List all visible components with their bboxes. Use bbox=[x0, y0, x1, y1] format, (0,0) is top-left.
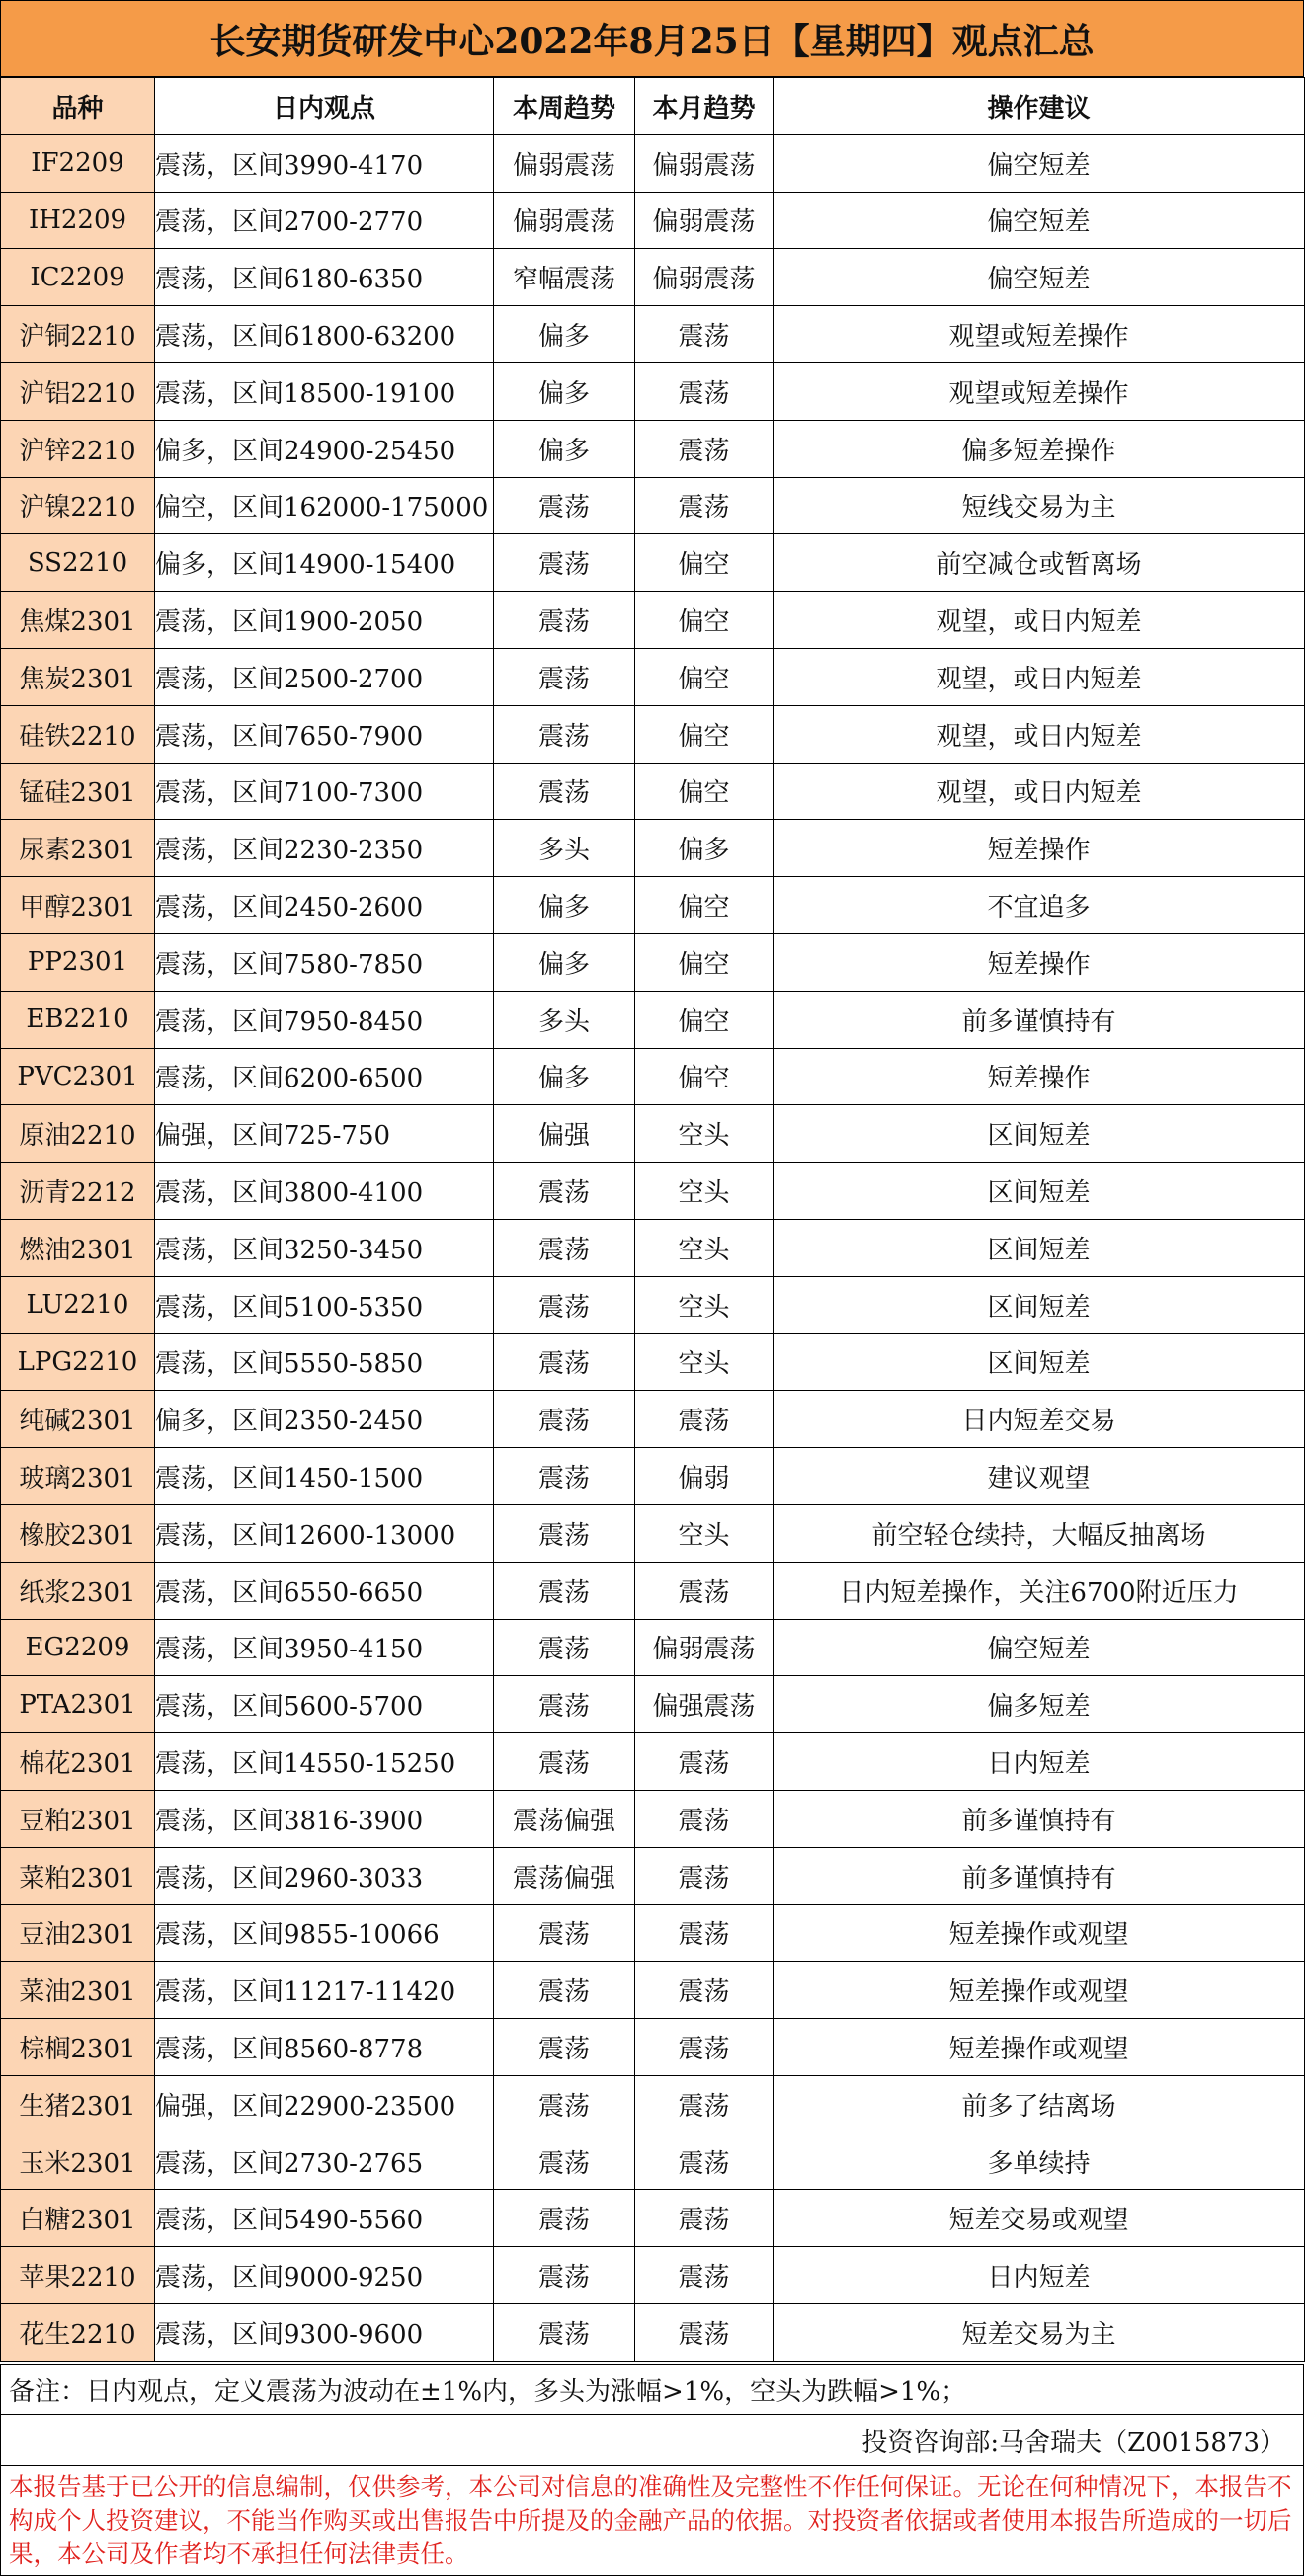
variety-cell: 菜粕2301 bbox=[1, 1847, 155, 1904]
suggestion-cell: 多单续持 bbox=[774, 2133, 1305, 2190]
suggestion-cell: 前多了结离场 bbox=[774, 2075, 1305, 2133]
variety-cell: 橡胶2301 bbox=[1, 1504, 155, 1562]
views-table bbox=[0, 77, 1305, 2362]
weekly-trend-cell: 震荡 bbox=[494, 1276, 635, 1333]
monthly-trend-cell: 偏空 bbox=[635, 991, 774, 1048]
monthly-trend-cell: 震荡 bbox=[635, 477, 774, 534]
variety-cell: 苹果2210 bbox=[1, 2247, 155, 2304]
monthly-trend-cell: 偏空 bbox=[635, 877, 774, 934]
monthly-trend-cell: 震荡 bbox=[635, 1562, 774, 1619]
monthly-trend-cell: 空头 bbox=[635, 1333, 774, 1391]
weekly-trend-cell: 偏多 bbox=[494, 362, 635, 420]
table-row bbox=[1, 534, 1305, 592]
suggestion-cell: 建议观望 bbox=[774, 1448, 1305, 1505]
weekly-trend-cell: 震荡 bbox=[494, 1504, 635, 1562]
intraday-view-cell: 震荡，区间3816-3900 bbox=[155, 1790, 494, 1847]
variety-cell: EB2210 bbox=[1, 991, 155, 1048]
suggestion-cell: 区间短差 bbox=[774, 1163, 1305, 1220]
suggestion-cell: 短差操作或观望 bbox=[774, 1962, 1305, 2019]
table-row bbox=[1, 1619, 1305, 1676]
suggestion-cell: 偏空短差 bbox=[774, 192, 1305, 249]
intraday-view-cell: 偏多，区间2350-2450 bbox=[155, 1391, 494, 1448]
variety-cell: EG2209 bbox=[1, 1619, 155, 1676]
variety-cell: 纯碱2301 bbox=[1, 1391, 155, 1448]
table-row bbox=[1, 134, 1305, 192]
intraday-view-cell: 震荡，区间1900-2050 bbox=[155, 592, 494, 649]
monthly-trend-cell: 震荡 bbox=[635, 1904, 774, 1962]
intraday-view-cell: 震荡，区间5490-5560 bbox=[155, 2190, 494, 2247]
disclaimer: 本报告基于已公开的信息编制，仅供参考，本公司对信息的准确性及完整性不作任何保证。无论在何种情况下，本报告不构成个人投资建议，不能当作购买或出售报告中所提及的金融产品的依据。对投资者依据或者使用本报告所造成的一切后果，本公司及作者均不承担任何法律责任。 bbox=[0, 2466, 1304, 2576]
variety-cell: LU2210 bbox=[1, 1276, 155, 1333]
variety-cell: IH2209 bbox=[1, 192, 155, 249]
weekly-trend-cell: 偏多 bbox=[494, 420, 635, 477]
weekly-trend-cell: 震荡 bbox=[494, 1733, 635, 1791]
table-row bbox=[1, 1448, 1305, 1505]
intraday-view-cell: 震荡，区间2730-2765 bbox=[155, 2133, 494, 2190]
weekly-trend-cell: 震荡 bbox=[494, 1562, 635, 1619]
weekly-trend-cell: 偏多 bbox=[494, 933, 635, 991]
intraday-view-cell: 偏多，区间14900-15400 bbox=[155, 534, 494, 592]
suggestion-cell: 日内短差 bbox=[774, 1733, 1305, 1791]
variety-cell: 甲醇2301 bbox=[1, 877, 155, 934]
intraday-view-cell: 震荡，区间2230-2350 bbox=[155, 820, 494, 877]
table-row bbox=[1, 1391, 1305, 1448]
weekly-trend-cell: 震荡 bbox=[494, 648, 635, 705]
table-row bbox=[1, 1105, 1305, 1163]
table-row bbox=[1, 877, 1305, 934]
variety-cell: 沪铜2210 bbox=[1, 306, 155, 363]
table-row bbox=[1, 192, 1305, 249]
monthly-trend-cell: 偏空 bbox=[635, 763, 774, 820]
suggestion-cell: 观望或短差操作 bbox=[774, 306, 1305, 363]
monthly-trend-cell: 空头 bbox=[635, 1163, 774, 1220]
monthly-trend-cell: 震荡 bbox=[635, 2133, 774, 2190]
variety-cell: PVC2301 bbox=[1, 1048, 155, 1105]
weekly-trend-cell: 震荡 bbox=[494, 2075, 635, 2133]
monthly-trend-cell: 偏弱 bbox=[635, 1448, 774, 1505]
variety-cell: 棕榈2301 bbox=[1, 2019, 155, 2076]
suggestion-cell: 前多谨慎持有 bbox=[774, 1847, 1305, 1904]
table-row bbox=[1, 763, 1305, 820]
weekly-trend-cell: 震荡 bbox=[494, 1163, 635, 1220]
monthly-trend-cell: 震荡 bbox=[635, 1391, 774, 1448]
monthly-trend-cell: 偏弱震荡 bbox=[635, 1619, 774, 1676]
intraday-view-cell: 震荡，区间18500-19100 bbox=[155, 362, 494, 420]
intraday-view-cell: 震荡，区间11217-11420 bbox=[155, 1962, 494, 2019]
suggestion-cell: 日内短差交易 bbox=[774, 1391, 1305, 1448]
table-row bbox=[1, 1276, 1305, 1333]
suggestion-cell: 观望，或日内短差 bbox=[774, 592, 1305, 649]
monthly-trend-cell: 空头 bbox=[635, 1276, 774, 1333]
table-row bbox=[1, 820, 1305, 877]
monthly-trend-cell: 震荡 bbox=[635, 420, 774, 477]
monthly-trend-cell: 震荡 bbox=[635, 1962, 774, 2019]
report-title: 长安期货研发中心2022年8月25日【星期四】观点汇总 bbox=[0, 0, 1304, 77]
intraday-view-cell: 震荡，区间6550-6650 bbox=[155, 1562, 494, 1619]
weekly-trend-cell: 震荡 bbox=[494, 1904, 635, 1962]
monthly-trend-cell: 偏空 bbox=[635, 534, 774, 592]
monthly-trend-cell: 空头 bbox=[635, 1504, 774, 1562]
monthly-trend-cell: 偏弱震荡 bbox=[635, 134, 774, 192]
intraday-view-cell: 震荡，区间2500-2700 bbox=[155, 648, 494, 705]
variety-cell: 尿素2301 bbox=[1, 820, 155, 877]
weekly-trend-cell: 震荡 bbox=[494, 477, 635, 534]
table-row bbox=[1, 306, 1305, 363]
table-row bbox=[1, 705, 1305, 763]
weekly-trend-cell: 震荡偏强 bbox=[494, 1847, 635, 1904]
weekly-trend-cell: 震荡 bbox=[494, 592, 635, 649]
suggestion-cell: 前多谨慎持有 bbox=[774, 991, 1305, 1048]
weekly-trend-cell: 多头 bbox=[494, 991, 635, 1048]
intraday-view-cell: 震荡，区间6200-6500 bbox=[155, 1048, 494, 1105]
intraday-view-cell: 震荡，区间3950-4150 bbox=[155, 1619, 494, 1676]
table-row bbox=[1, 1562, 1305, 1619]
table-row bbox=[1, 592, 1305, 649]
weekly-trend-cell: 偏多 bbox=[494, 306, 635, 363]
weekly-trend-cell: 震荡 bbox=[494, 2304, 635, 2362]
variety-cell: 棉花2301 bbox=[1, 1733, 155, 1791]
table-row bbox=[1, 648, 1305, 705]
variety-cell: 硅铁2210 bbox=[1, 705, 155, 763]
suggestion-cell: 短差交易为主 bbox=[774, 2304, 1305, 2362]
variety-cell: 沪铝2210 bbox=[1, 362, 155, 420]
intraday-view-cell: 震荡，区间1450-1500 bbox=[155, 1448, 494, 1505]
intraday-view-cell: 震荡，区间12600-13000 bbox=[155, 1504, 494, 1562]
intraday-view-cell: 震荡，区间6180-6350 bbox=[155, 249, 494, 306]
table-row bbox=[1, 249, 1305, 306]
weekly-trend-cell: 偏多 bbox=[494, 877, 635, 934]
variety-cell: IC2209 bbox=[1, 249, 155, 306]
variety-cell: SS2210 bbox=[1, 534, 155, 592]
variety-cell: 白糖2301 bbox=[1, 2190, 155, 2247]
monthly-trend-cell: 震荡 bbox=[635, 2075, 774, 2133]
weekly-trend-cell: 震荡 bbox=[494, 1676, 635, 1733]
intraday-view-cell: 震荡，区间5600-5700 bbox=[155, 1676, 494, 1733]
table-row bbox=[1, 1847, 1305, 1904]
weekly-trend-cell: 震荡 bbox=[494, 534, 635, 592]
weekly-trend-cell: 震荡 bbox=[494, 1333, 635, 1391]
weekly-trend-cell: 偏弱震荡 bbox=[494, 192, 635, 249]
table-row bbox=[1, 1163, 1305, 1220]
intraday-view-cell: 震荡，区间3990-4170 bbox=[155, 134, 494, 192]
suggestion-cell: 观望，或日内短差 bbox=[774, 648, 1305, 705]
intraday-view-cell: 震荡，区间2700-2770 bbox=[155, 192, 494, 249]
intraday-view-cell: 震荡，区间2960-3033 bbox=[155, 1847, 494, 1904]
weekly-trend-cell: 多头 bbox=[494, 820, 635, 877]
table-row bbox=[1, 1333, 1305, 1391]
table-row bbox=[1, 2075, 1305, 2133]
table-row bbox=[1, 2247, 1305, 2304]
intraday-view-cell: 震荡，区间7650-7900 bbox=[155, 705, 494, 763]
monthly-trend-cell: 偏多 bbox=[635, 820, 774, 877]
monthly-trend-cell: 震荡 bbox=[635, 362, 774, 420]
suggestion-cell: 区间短差 bbox=[774, 1105, 1305, 1163]
monthly-trend-cell: 偏弱震荡 bbox=[635, 192, 774, 249]
weekly-trend-cell: 偏强 bbox=[494, 1105, 635, 1163]
weekly-trend-cell: 震荡 bbox=[494, 1962, 635, 2019]
suggestion-cell: 短差操作 bbox=[774, 933, 1305, 991]
monthly-trend-cell: 偏空 bbox=[635, 933, 774, 991]
monthly-trend-cell: 震荡 bbox=[635, 1847, 774, 1904]
table-row bbox=[1, 477, 1305, 534]
suggestion-cell: 短线交易为主 bbox=[774, 477, 1305, 534]
intraday-view-cell: 震荡，区间5550-5850 bbox=[155, 1333, 494, 1391]
suggestion-cell: 前多谨慎持有 bbox=[774, 1790, 1305, 1847]
intraday-view-cell: 震荡，区间9000-9250 bbox=[155, 2247, 494, 2304]
suggestion-cell: 短差交易或观望 bbox=[774, 2190, 1305, 2247]
variety-cell: IF2209 bbox=[1, 134, 155, 192]
variety-cell: 花生2210 bbox=[1, 2304, 155, 2362]
suggestion-cell: 偏空短差 bbox=[774, 134, 1305, 192]
suggestion-cell: 短差操作或观望 bbox=[774, 1904, 1305, 1962]
variety-cell: 沪锌2210 bbox=[1, 420, 155, 477]
header-monthly-trend: 本月趋势 bbox=[635, 78, 774, 135]
table-body bbox=[1, 134, 1305, 2361]
intraday-view-cell: 震荡，区间7950-8450 bbox=[155, 991, 494, 1048]
table-row bbox=[1, 1676, 1305, 1733]
weekly-trend-cell: 震荡 bbox=[494, 1219, 635, 1276]
suggestion-cell: 观望，或日内短差 bbox=[774, 763, 1305, 820]
intraday-view-cell: 震荡，区间14550-15250 bbox=[155, 1733, 494, 1791]
monthly-trend-cell: 空头 bbox=[635, 1219, 774, 1276]
variety-cell: 菜油2301 bbox=[1, 1962, 155, 2019]
consultant-line: 投资咨询部:马舍瑞夫（Z0015873） bbox=[0, 2415, 1304, 2466]
suggestion-cell: 前空减仓或暂离场 bbox=[774, 534, 1305, 592]
variety-cell: 原油2210 bbox=[1, 1105, 155, 1163]
monthly-trend-cell: 震荡 bbox=[635, 2190, 774, 2247]
monthly-trend-cell: 偏空 bbox=[635, 592, 774, 649]
table-row bbox=[1, 1962, 1305, 2019]
table-row bbox=[1, 362, 1305, 420]
intraday-view-cell: 震荡，区间7100-7300 bbox=[155, 763, 494, 820]
suggestion-cell: 短差操作 bbox=[774, 820, 1305, 877]
suggestion-cell: 短差操作 bbox=[774, 1048, 1305, 1105]
variety-cell: LPG2210 bbox=[1, 1333, 155, 1391]
suggestion-cell: 偏多短差 bbox=[774, 1676, 1305, 1733]
intraday-view-cell: 震荡，区间61800-63200 bbox=[155, 306, 494, 363]
weekly-trend-cell: 偏多 bbox=[494, 1048, 635, 1105]
weekly-trend-cell: 震荡 bbox=[494, 1448, 635, 1505]
intraday-view-cell: 震荡，区间9300-9600 bbox=[155, 2304, 494, 2362]
table-row bbox=[1, 933, 1305, 991]
variety-cell: 纸浆2301 bbox=[1, 1562, 155, 1619]
suggestion-cell: 区间短差 bbox=[774, 1219, 1305, 1276]
table-header-row bbox=[1, 78, 1305, 135]
monthly-trend-cell: 空头 bbox=[635, 1105, 774, 1163]
header-suggestion: 操作建议 bbox=[774, 78, 1305, 135]
intraday-view-cell: 偏空，区间162000-175000 bbox=[155, 477, 494, 534]
table-row bbox=[1, 1790, 1305, 1847]
header-variety: 品种 bbox=[1, 78, 155, 135]
suggestion-cell: 区间短差 bbox=[774, 1276, 1305, 1333]
monthly-trend-cell: 震荡 bbox=[635, 1790, 774, 1847]
monthly-trend-cell: 偏空 bbox=[635, 705, 774, 763]
suggestion-cell: 观望或短差操作 bbox=[774, 362, 1305, 420]
monthly-trend-cell: 偏强震荡 bbox=[635, 1676, 774, 1733]
suggestion-cell: 偏空短差 bbox=[774, 249, 1305, 306]
monthly-trend-cell: 偏空 bbox=[635, 648, 774, 705]
table-row bbox=[1, 1219, 1305, 1276]
monthly-trend-cell: 震荡 bbox=[635, 2304, 774, 2362]
suggestion-cell: 偏多短差操作 bbox=[774, 420, 1305, 477]
table-row bbox=[1, 2190, 1305, 2247]
suggestion-cell: 偏空短差 bbox=[774, 1619, 1305, 1676]
intraday-view-cell: 震荡，区间3800-4100 bbox=[155, 1163, 494, 1220]
suggestion-cell: 日内短差操作，关注6700附近压力 bbox=[774, 1562, 1305, 1619]
variety-cell: 燃油2301 bbox=[1, 1219, 155, 1276]
weekly-trend-cell: 震荡 bbox=[494, 705, 635, 763]
variety-cell: 豆油2301 bbox=[1, 1904, 155, 1962]
intraday-view-cell: 震荡，区间5100-5350 bbox=[155, 1276, 494, 1333]
variety-cell: 玻璃2301 bbox=[1, 1448, 155, 1505]
intraday-view-cell: 震荡，区间2450-2600 bbox=[155, 877, 494, 934]
weekly-trend-cell: 震荡 bbox=[494, 2019, 635, 2076]
weekly-trend-cell: 震荡 bbox=[494, 2190, 635, 2247]
variety-cell: 焦炭2301 bbox=[1, 648, 155, 705]
table-row bbox=[1, 991, 1305, 1048]
weekly-trend-cell: 震荡偏强 bbox=[494, 1790, 635, 1847]
variety-cell: 焦煤2301 bbox=[1, 592, 155, 649]
intraday-view-cell: 震荡，区间9855-10066 bbox=[155, 1904, 494, 1962]
suggestion-cell: 不宜追多 bbox=[774, 877, 1305, 934]
suggestion-cell: 区间短差 bbox=[774, 1333, 1305, 1391]
intraday-view-cell: 震荡，区间8560-8778 bbox=[155, 2019, 494, 2076]
table-row bbox=[1, 1048, 1305, 1105]
weekly-trend-cell: 窄幅震荡 bbox=[494, 249, 635, 306]
variety-cell: 沥青2212 bbox=[1, 1163, 155, 1220]
intraday-view-cell: 偏强，区间22900-23500 bbox=[155, 2075, 494, 2133]
monthly-trend-cell: 震荡 bbox=[635, 1733, 774, 1791]
monthly-trend-cell: 偏弱震荡 bbox=[635, 249, 774, 306]
footnote: 备注：日内观点，定义震荡为波动在±1%内，多头为涨幅>1%，空头为跌幅>1%； bbox=[0, 2364, 1304, 2415]
table-row bbox=[1, 2019, 1305, 2076]
weekly-trend-cell: 震荡 bbox=[494, 763, 635, 820]
variety-cell: 玉米2301 bbox=[1, 2133, 155, 2190]
intraday-view-cell: 偏强，区间725-750 bbox=[155, 1105, 494, 1163]
variety-cell: 豆粕2301 bbox=[1, 1790, 155, 1847]
weekly-trend-cell: 震荡 bbox=[494, 2133, 635, 2190]
weekly-trend-cell: 震荡 bbox=[494, 1391, 635, 1448]
weekly-trend-cell: 偏弱震荡 bbox=[494, 134, 635, 192]
table-row bbox=[1, 1504, 1305, 1562]
suggestion-cell: 日内短差 bbox=[774, 2247, 1305, 2304]
table-row bbox=[1, 2133, 1305, 2190]
intraday-view-cell: 震荡，区间7580-7850 bbox=[155, 933, 494, 991]
variety-cell: PP2301 bbox=[1, 933, 155, 991]
monthly-trend-cell: 震荡 bbox=[635, 2247, 774, 2304]
table-row bbox=[1, 2304, 1305, 2362]
suggestion-cell: 观望，或日内短差 bbox=[774, 705, 1305, 763]
header-intraday-view: 日内观点 bbox=[155, 78, 494, 135]
intraday-view-cell: 偏多，区间24900-25450 bbox=[155, 420, 494, 477]
suggestion-cell: 前空轻仓续持，大幅反抽离场 bbox=[774, 1504, 1305, 1562]
variety-cell: PTA2301 bbox=[1, 1676, 155, 1733]
weekly-trend-cell: 震荡 bbox=[494, 2247, 635, 2304]
table-row bbox=[1, 1733, 1305, 1791]
table-row bbox=[1, 420, 1305, 477]
monthly-trend-cell: 偏空 bbox=[635, 1048, 774, 1105]
variety-cell: 生猪2301 bbox=[1, 2075, 155, 2133]
monthly-trend-cell: 震荡 bbox=[635, 306, 774, 363]
intraday-view-cell: 震荡，区间3250-3450 bbox=[155, 1219, 494, 1276]
variety-cell: 锰硅2301 bbox=[1, 763, 155, 820]
weekly-trend-cell: 震荡 bbox=[494, 1619, 635, 1676]
suggestion-cell: 短差操作或观望 bbox=[774, 2019, 1305, 2076]
variety-cell: 沪镍2210 bbox=[1, 477, 155, 534]
monthly-trend-cell: 震荡 bbox=[635, 2019, 774, 2076]
table-row bbox=[1, 1904, 1305, 1962]
header-weekly-trend: 本周趋势 bbox=[494, 78, 635, 135]
